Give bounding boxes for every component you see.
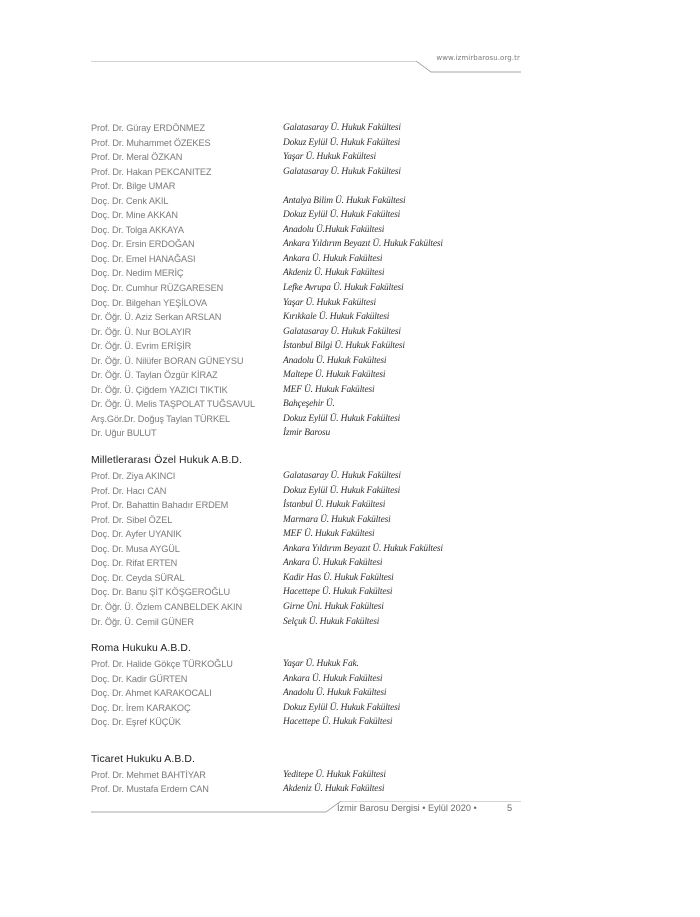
faculty-name: Arş.Gör.Dr. Doğuş Taylan TÜRKEL [91, 413, 231, 424]
faculty-name: Doç. Dr. Ahmet KARAKOCALI [91, 688, 212, 699]
faculty-institution: Hacettepe Ü. Hukuk Fakültesi [283, 717, 393, 728]
faculty-name: Doç. Dr. Eşref KÜÇÜK [91, 717, 181, 728]
faculty-institution: Kırıkkale Ü. Hukuk Fakültesi [283, 312, 390, 323]
faculty-name: Doç. Dr. Cenk AKIL [91, 195, 169, 206]
faculty-row [91, 281, 531, 296]
faculty-name: Prof. Dr. Hacı CAN [91, 485, 167, 496]
faculty-row [91, 672, 531, 687]
faculty-row [91, 484, 531, 499]
faculty-institution: MEF Ü. Hukuk Fakültesi [283, 529, 375, 540]
faculty-name: Prof. Dr. Hakan PEKCANITEZ [91, 166, 212, 177]
faculty-name: Dr. Öğr. Ü. Melis TAŞPOLAT TUĞSAVUL [91, 399, 255, 410]
faculty-name: Dr. Öğr. Ü. Nilüfer BORAN GÜNEYSU [91, 355, 244, 366]
faculty-institution: Yaşar Ü. Hukuk Fakültesi [283, 297, 376, 308]
faculty-institution: Anadolu Ü. Hukuk Fakültesi [283, 355, 387, 366]
faculty-institution: Dokuz Eylül Ü. Hukuk Fakültesi [283, 137, 401, 148]
faculty-row [91, 179, 531, 194]
faculty-row [91, 296, 531, 311]
faculty-row [91, 354, 531, 369]
faculty-row [91, 136, 531, 151]
faculty-row [91, 208, 531, 223]
faculty-institution: Kadir Has Ü. Hukuk Fakültesi [283, 572, 394, 583]
faculty-row [91, 266, 531, 281]
faculty-institution: Galatasaray Ü. Hukuk Fakültesi [283, 326, 401, 337]
faculty-group-milletlerarasi [91, 469, 531, 629]
faculty-row [91, 715, 531, 730]
faculty-row [91, 556, 531, 571]
faculty-name: Doç. Dr. Bilgehan YEŞİLOVA [91, 297, 208, 308]
faculty-name: Prof. Dr. Meral ÖZKAN [91, 152, 183, 163]
faculty-group-ticaret [91, 768, 531, 797]
faculty-row [91, 426, 531, 441]
faculty-row [91, 686, 531, 701]
faculty-row [91, 223, 531, 238]
faculty-row [91, 469, 531, 484]
faculty-row [91, 498, 531, 513]
faculty-row [91, 237, 531, 252]
faculty-row [91, 585, 531, 600]
faculty-name: Prof. Dr. Ziya AKINCI [91, 471, 176, 482]
faculty-name: Doç. Dr. Emel HANAĞASI [91, 253, 196, 264]
faculty-row [91, 383, 531, 398]
faculty-institution: Lefke Avrupa Ü. Hukuk Fakültesi [283, 283, 404, 294]
faculty-row [91, 782, 531, 797]
faculty-name: Doç. Dr. Cumhur RÜZGARESEN [91, 283, 224, 294]
faculty-name: Prof. Dr. Bilge UMAR [91, 181, 176, 192]
faculty-name: Doç. Dr. Rifat ERTEN [91, 558, 178, 569]
faculty-name: Dr. Öğr. Ü. Aziz Serkan ARSLAN [91, 312, 222, 323]
faculty-row [91, 121, 531, 136]
faculty-institution: Anadolu Ü. Hukuk Fakültesi [283, 688, 387, 699]
section-title-milletlerarasi: Milletlerarası Özel Hukuk A.B.D. [91, 455, 243, 467]
faculty-institution: Galatasaray Ü. Hukuk Fakültesi [283, 471, 401, 482]
faculty-institution: İstanbul Ü. Hukuk Fakültesi [283, 500, 386, 511]
faculty-institution: Maltepe Ü. Hukuk Fakültesi [283, 370, 386, 381]
faculty-name: Doç. Dr. Mine AKKAN [91, 210, 178, 221]
faculty-name: Dr. Uğur BULUT [91, 428, 157, 439]
faculty-name: Prof. Dr. Bahattin Bahadır ERDEM [91, 500, 229, 511]
faculty-name: Doç. Dr. Nedim MERİÇ [91, 268, 184, 279]
faculty-list [91, 121, 531, 797]
faculty-institution: Marmara Ü. Hukuk Fakültesi [283, 514, 391, 525]
faculty-row [91, 600, 531, 615]
faculty-institution: Bahçeşehir Ü. [283, 399, 335, 410]
faculty-row [91, 165, 531, 180]
faculty-institution: Ankara Yıldırım Beyazıt Ü. Hukuk Fakültesi [283, 543, 443, 554]
faculty-name: Dr. Öğr. Ü. Cemil GÜNER [91, 616, 194, 627]
faculty-row [91, 513, 531, 528]
faculty-row [91, 542, 531, 557]
faculty-institution: Antalya Bilim Ü. Hukuk Fakültesi [283, 195, 406, 206]
faculty-name: Prof. Dr. Güray ERDÖNMEZ [91, 123, 205, 133]
faculty-name: Dr. Öğr. Ü. Nur BOLAYIR [91, 326, 192, 337]
faculty-institution: İstanbul Bilgi Ü. Hukuk Fakültesi [283, 341, 405, 352]
faculty-institution: Ankara Ü. Hukuk Fakültesi [283, 253, 383, 264]
faculty-institution: MEF Ü. Hukuk Fakültesi [283, 384, 375, 395]
faculty-name: Doç. Dr. Kadir GÜRTEN [91, 673, 188, 684]
faculty-name: Prof. Dr. Mehmet BAHTİYAR [91, 769, 206, 780]
faculty-row [91, 252, 531, 267]
faculty-institution: İzmir Barosu [283, 428, 331, 439]
faculty-name: Dr. Öğr. Ü. Çiğdem YAZICI TIKTIK [91, 384, 228, 395]
faculty-row [91, 412, 531, 427]
faculty-row [91, 527, 531, 542]
footer-journal: İzmir Barosu Dergisi • Eylül 2020 • [337, 803, 477, 813]
faculty-row [91, 571, 531, 586]
faculty-name: Doç. Dr. Ceyda SÜRAL [91, 572, 185, 583]
faculty-name: Prof. Dr. Mustafa Erdem CAN [91, 784, 209, 795]
faculty-institution: Yeditepe Ü. Hukuk Fakültesi [283, 769, 386, 780]
faculty-row [91, 194, 531, 209]
faculty-group-roma [91, 657, 531, 730]
faculty-name: Doç. Dr. Musa AYGÜL [91, 543, 180, 554]
section-title-roma: Roma Hukuku A.B.D. [91, 643, 191, 655]
faculty-name: Prof. Dr. Muhammet ÖZEKES [91, 137, 211, 148]
faculty-institution: Anadolu Ü.Hukuk Fakültesi [283, 224, 385, 235]
faculty-institution: Girne Üni. Hukuk Fakültesi [283, 601, 384, 612]
faculty-institution: Hacettepe Ü. Hukuk Fakültesi [283, 587, 393, 598]
header-rule [91, 61, 521, 73]
faculty-row [91, 339, 531, 354]
faculty-row [91, 768, 531, 783]
faculty-name: Prof. Dr. Sibel ÖZEL [91, 514, 173, 525]
faculty-institution: Dokuz Eylül Ü. Hukuk Fakültesi [283, 702, 401, 713]
faculty-name: Doç. Dr. Tolga AKKAYA [91, 224, 184, 235]
faculty-institution: Selçuk Ü. Hukuk Fakültesi [283, 616, 380, 627]
header-url: www.izmirbarosu.org.tr [436, 54, 520, 62]
faculty-row [91, 368, 531, 383]
faculty-institution: Ankara Yıldırım Beyazıt Ü. Hukuk Fakültesi [283, 239, 443, 250]
faculty-row [91, 397, 531, 412]
faculty-institution: Dokuz Eylül Ü. Hukuk Fakültesi [283, 413, 401, 424]
faculty-institution: Ankara Ü. Hukuk Fakültesi [283, 558, 383, 569]
faculty-name: Doç. Dr. İrem KARAKOÇ [91, 702, 191, 713]
faculty-institution: Akdeniz Ü. Hukuk Fakültesi [283, 784, 385, 795]
faculty-name: Dr. Öğr. Ü. Özlem CANBELDEK AKIN [91, 601, 242, 612]
faculty-row [91, 615, 531, 630]
faculty-name: Dr. Öğr. Ü. Taylan Özgür KİRAZ [91, 370, 218, 381]
faculty-row [91, 325, 531, 340]
faculty-institution: Akdeniz Ü. Hukuk Fakültesi [283, 268, 385, 279]
faculty-row [91, 310, 531, 325]
faculty-row [91, 657, 531, 672]
faculty-row [91, 150, 531, 165]
faculty-name: Dr. Öğr. Ü. Evrim ERİŞİR [91, 341, 192, 352]
section-title-ticaret: Ticaret Hukuku A.B.D. [91, 753, 195, 765]
page-number: 5 [507, 803, 513, 813]
faculty-name: Doç. Dr. Ayfer UYANIK [91, 529, 182, 540]
faculty-institution: Galatasaray Ü. Hukuk Fakültesi [283, 166, 401, 177]
faculty-group-main [91, 121, 531, 441]
faculty-name: Prof. Dr. Halide Gökçe TÜRKOĞLU [91, 659, 233, 670]
faculty-institution: Dokuz Eylül Ü. Hukuk Fakültesi [283, 210, 401, 221]
faculty-name: Doç. Dr. Banu ŞİT KÖŞGEROĞLU [91, 587, 230, 598]
faculty-name: Doç. Dr. Ersin ERDOĞAN [91, 239, 195, 250]
faculty-institution: Yaşar Ü. Hukuk Fakültesi [283, 152, 376, 163]
faculty-row [91, 701, 531, 716]
faculty-institution: Ankara Ü. Hukuk Fakültesi [283, 673, 383, 684]
faculty-institution: Yaşar Ü. Hukuk Fak. [283, 659, 359, 670]
faculty-institution: Galatasaray Ü. Hukuk Fakültesi [283, 123, 401, 133]
faculty-institution: Dokuz Eylül Ü. Hukuk Fakültesi [283, 485, 401, 496]
